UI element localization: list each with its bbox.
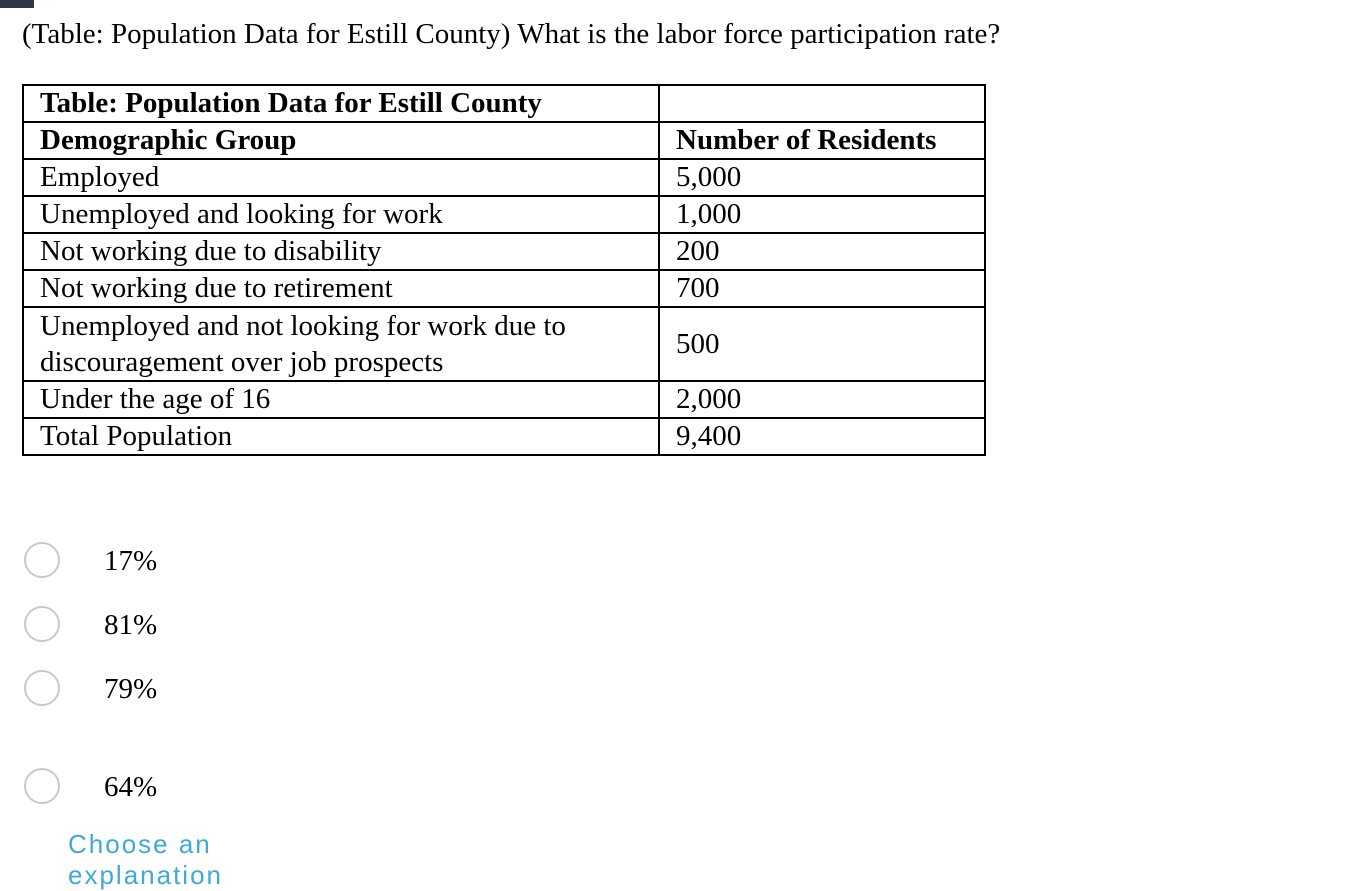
answer-option-64[interactable]: [24, 768, 284, 808]
option-label: 81%: [104, 609, 158, 641]
header-edge-tab: [0, 0, 34, 8]
table-row: [23, 418, 985, 455]
table-title: Table: Population Data for Estill County: [23, 85, 659, 122]
row-residents: 500: [659, 307, 985, 381]
row-residents: 200: [659, 233, 985, 270]
table-row: [23, 196, 985, 233]
row-residents: 9,400: [659, 418, 985, 455]
answer-option-17[interactable]: [24, 542, 284, 582]
row-residents: 1,000: [659, 196, 985, 233]
table-row: [23, 307, 985, 381]
radio-button[interactable]: [24, 670, 60, 706]
row-group: Total Population: [23, 418, 659, 455]
row-group: Employed: [23, 159, 659, 196]
row-residents: 5,000: [659, 159, 985, 196]
header-demographic-group: Demographic Group: [23, 122, 659, 159]
row-residents: 2,000: [659, 381, 985, 418]
table-title-empty-cell: [659, 85, 985, 122]
explanation-link-text[interactable]: Choose an explanation: [68, 829, 223, 890]
table-row: [23, 270, 985, 307]
option-label: 79%: [104, 673, 158, 705]
row-residents: 700: [659, 270, 985, 307]
table-title-row: [23, 85, 985, 122]
table-row: [23, 159, 985, 196]
row-group: Unemployed and not looking for work due to discouragement over job prospects: [23, 307, 659, 381]
option-label: 17%: [104, 545, 158, 577]
radio-button[interactable]: [24, 768, 60, 804]
population-table: [22, 84, 986, 456]
option-label: 64%: [104, 771, 158, 803]
explanation-link[interactable]: [68, 826, 298, 890]
answer-option-81[interactable]: [24, 606, 284, 646]
row-group: Not working due to disability: [23, 233, 659, 270]
header-number-of-residents: Number of Residents: [659, 122, 985, 159]
question-text: (Table: Population Data for Estill County) What is the labor force participation rate?: [22, 18, 1001, 50]
row-group: Not working due to retirement: [23, 270, 659, 307]
table-row: [23, 233, 985, 270]
radio-button[interactable]: [24, 542, 60, 578]
answer-option-79[interactable]: [24, 670, 284, 710]
table-header-row: [23, 122, 985, 159]
row-group: Unemployed and looking for work: [23, 196, 659, 233]
row-group: Under the age of 16: [23, 381, 659, 418]
radio-button[interactable]: [24, 606, 60, 642]
table-row: [23, 381, 985, 418]
